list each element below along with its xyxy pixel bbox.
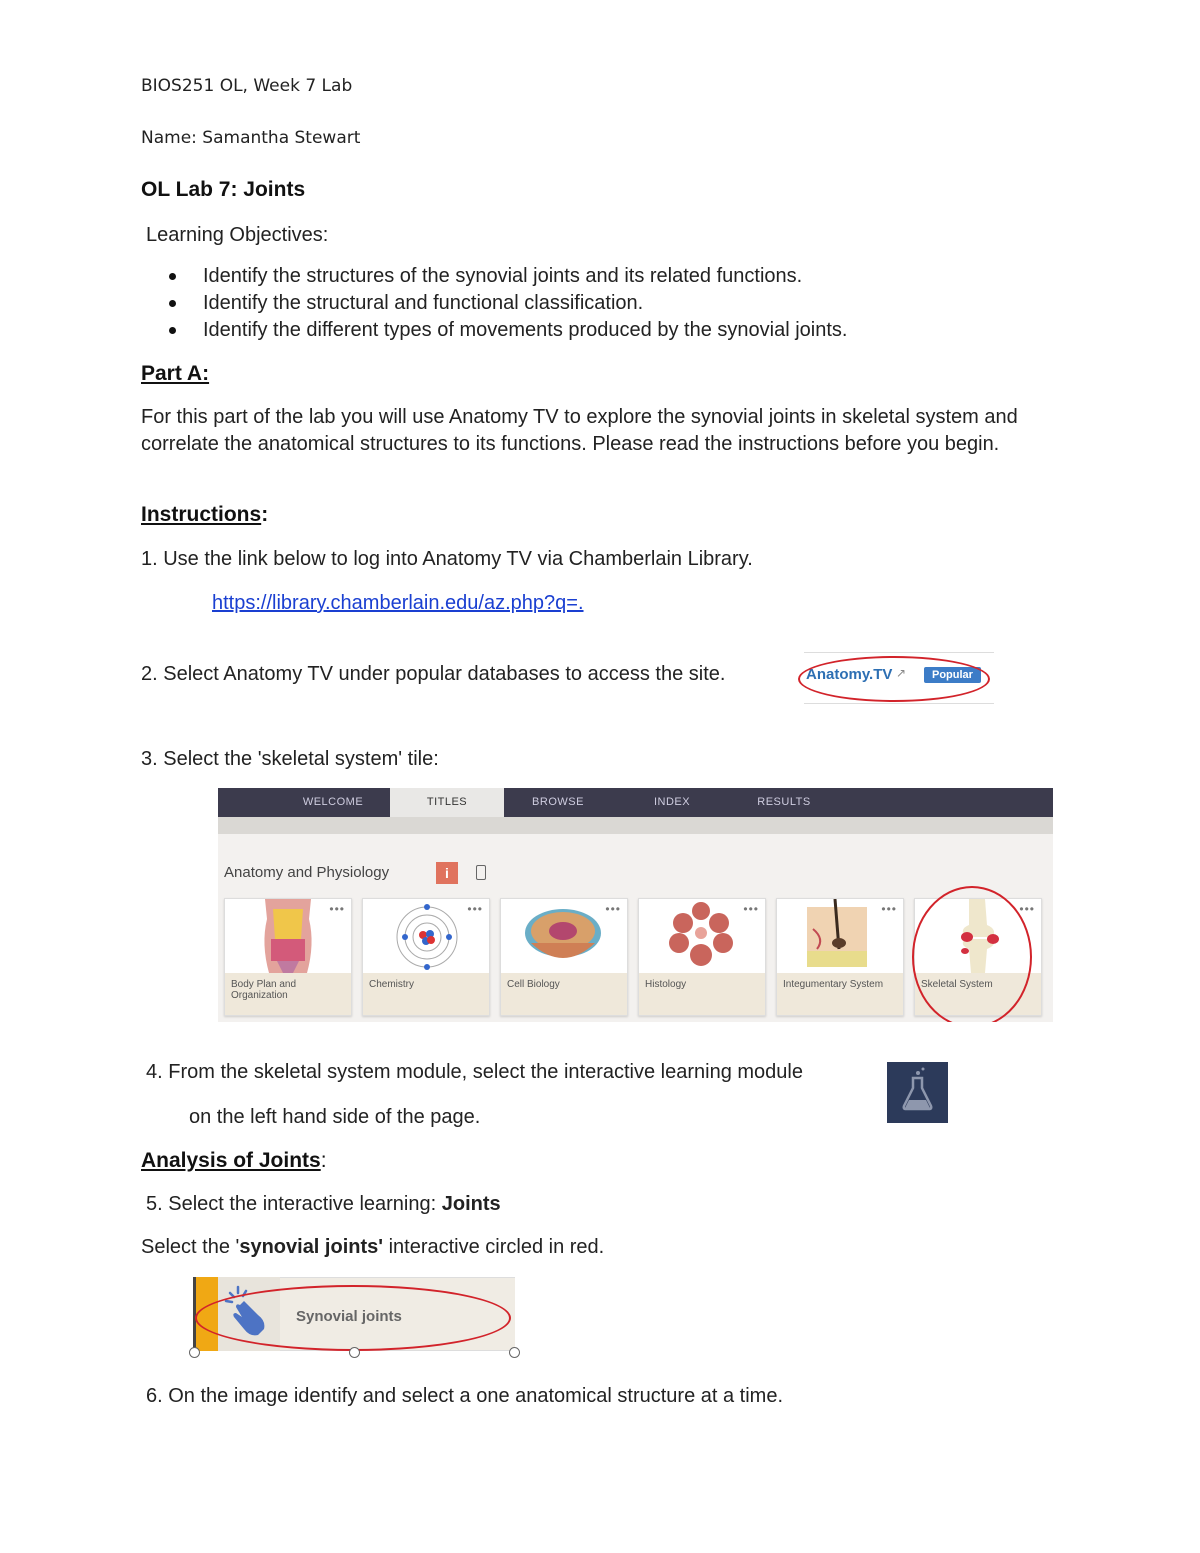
bullet-icon xyxy=(169,300,176,307)
name-label: Name: xyxy=(141,128,197,148)
skin-icon: ••• xyxy=(777,899,903,973)
popular-badge: Popular xyxy=(924,667,981,683)
anatomy-tv-label[interactable]: Anatomy.TV xyxy=(806,666,893,683)
mobile-icon[interactable] xyxy=(476,865,486,880)
atom-icon: ••• xyxy=(363,899,489,973)
highlight-ellipse xyxy=(195,1285,511,1351)
tab-welcome[interactable]: WELCOME xyxy=(302,796,364,808)
analysis-heading: Analysis of Joints: xyxy=(141,1149,327,1172)
objectives-list xyxy=(163,264,847,345)
step-4-line-2: on the left hand side of the page. xyxy=(189,1106,481,1128)
tile-caption: Chemistry xyxy=(363,973,489,1015)
library-link[interactable]: https://library.chamberlain.edu/az.php?q=. xyxy=(212,592,584,614)
resize-handle xyxy=(349,1347,360,1358)
info-icon[interactable]: i xyxy=(436,862,458,884)
external-link-icon: ↗ xyxy=(896,666,907,680)
tile-chemistry[interactable] xyxy=(362,898,490,1016)
resize-handle xyxy=(189,1347,200,1358)
knee-joint-icon: ••• xyxy=(915,899,1041,973)
tile-cell-biology[interactable] xyxy=(500,898,628,1016)
tile-body-plan[interactable] xyxy=(224,898,352,1016)
step-4-line-1: 4. From the skeletal system module, select the interactive learning module xyxy=(146,1061,803,1083)
instructions-heading: Instructions: xyxy=(141,503,269,526)
tile-caption: Histology xyxy=(639,973,765,1015)
bullet-icon xyxy=(169,327,176,334)
anatomy-tv-screenshot xyxy=(218,788,1053,1022)
tile-caption: Cell Biology xyxy=(501,973,627,1015)
bullet-icon xyxy=(169,273,176,280)
tile-caption: Body Plan and Organization xyxy=(225,973,351,1015)
flask-icon[interactable] xyxy=(887,1062,948,1123)
tab-results[interactable]: RESULTS xyxy=(757,796,811,808)
tile-caption: Skeletal System xyxy=(915,973,1041,1015)
step-5: 5. Select the interactive learning: Joints xyxy=(146,1193,501,1215)
select-synovial-instruction: Select the 'synovial joints' interactive circled in red. xyxy=(141,1236,605,1258)
sub-band xyxy=(218,817,1053,834)
objective-item: Identify the different types of movements produced by the synovial joints. xyxy=(163,318,847,345)
step-1: 1. Use the link below to log into Anatomy TV via Chamberlain Library. xyxy=(141,548,753,570)
highlight-circle xyxy=(912,886,1032,1022)
section-title: Anatomy and Physiology xyxy=(224,864,390,881)
synovial-joints-label[interactable]: Synovial joints xyxy=(296,1308,402,1325)
synovial-joints-screenshot xyxy=(193,1277,515,1353)
objectives-label: Learning Objectives: xyxy=(146,224,329,246)
tissue-icon: ••• xyxy=(639,899,765,973)
page-title: OL Lab 7: Joints xyxy=(141,178,306,201)
tab-browse[interactable]: BROWSE xyxy=(532,796,584,808)
nav-bar xyxy=(218,788,1053,817)
cell-icon: ••• xyxy=(501,899,627,973)
step-3: 3. Select the 'skeletal system' tile: xyxy=(141,748,439,770)
course-header: BIOS251 OL, Week 7 Lab xyxy=(141,76,353,96)
tab-titles[interactable]: TITLES xyxy=(390,788,504,819)
tab-index[interactable]: INDEX xyxy=(653,796,691,808)
tile-caption: Integumentary System xyxy=(777,973,903,1015)
objective-item: Identify the structures of the synovial joints and its related functions. xyxy=(163,264,847,291)
tile-histology[interactable] xyxy=(638,898,766,1016)
objective-item: Identify the structural and functional classification. xyxy=(163,291,847,318)
tile-integumentary[interactable] xyxy=(776,898,904,1016)
part-a-heading: Part A: xyxy=(141,362,210,385)
part-a-intro: For this part of the lab you will use Anatomy TV to explore the synovial joints in skeletal system and correlate the anatomical structures to its functions. Please read the instructions before you begin. xyxy=(141,406,1018,455)
step-2: 2. Select Anatomy TV under popular databases to access the site. xyxy=(141,663,726,685)
step-6: 6. On the image identify and select a one anatomical structure at a time. xyxy=(146,1385,784,1407)
highlight-ellipse xyxy=(798,656,990,702)
torso-icon: ••• xyxy=(225,899,351,973)
name-value: Samantha Stewart xyxy=(202,128,361,148)
resize-handle xyxy=(509,1347,520,1358)
anatomy-tv-badge[interactable] xyxy=(804,652,994,704)
student-name-line xyxy=(141,128,360,148)
